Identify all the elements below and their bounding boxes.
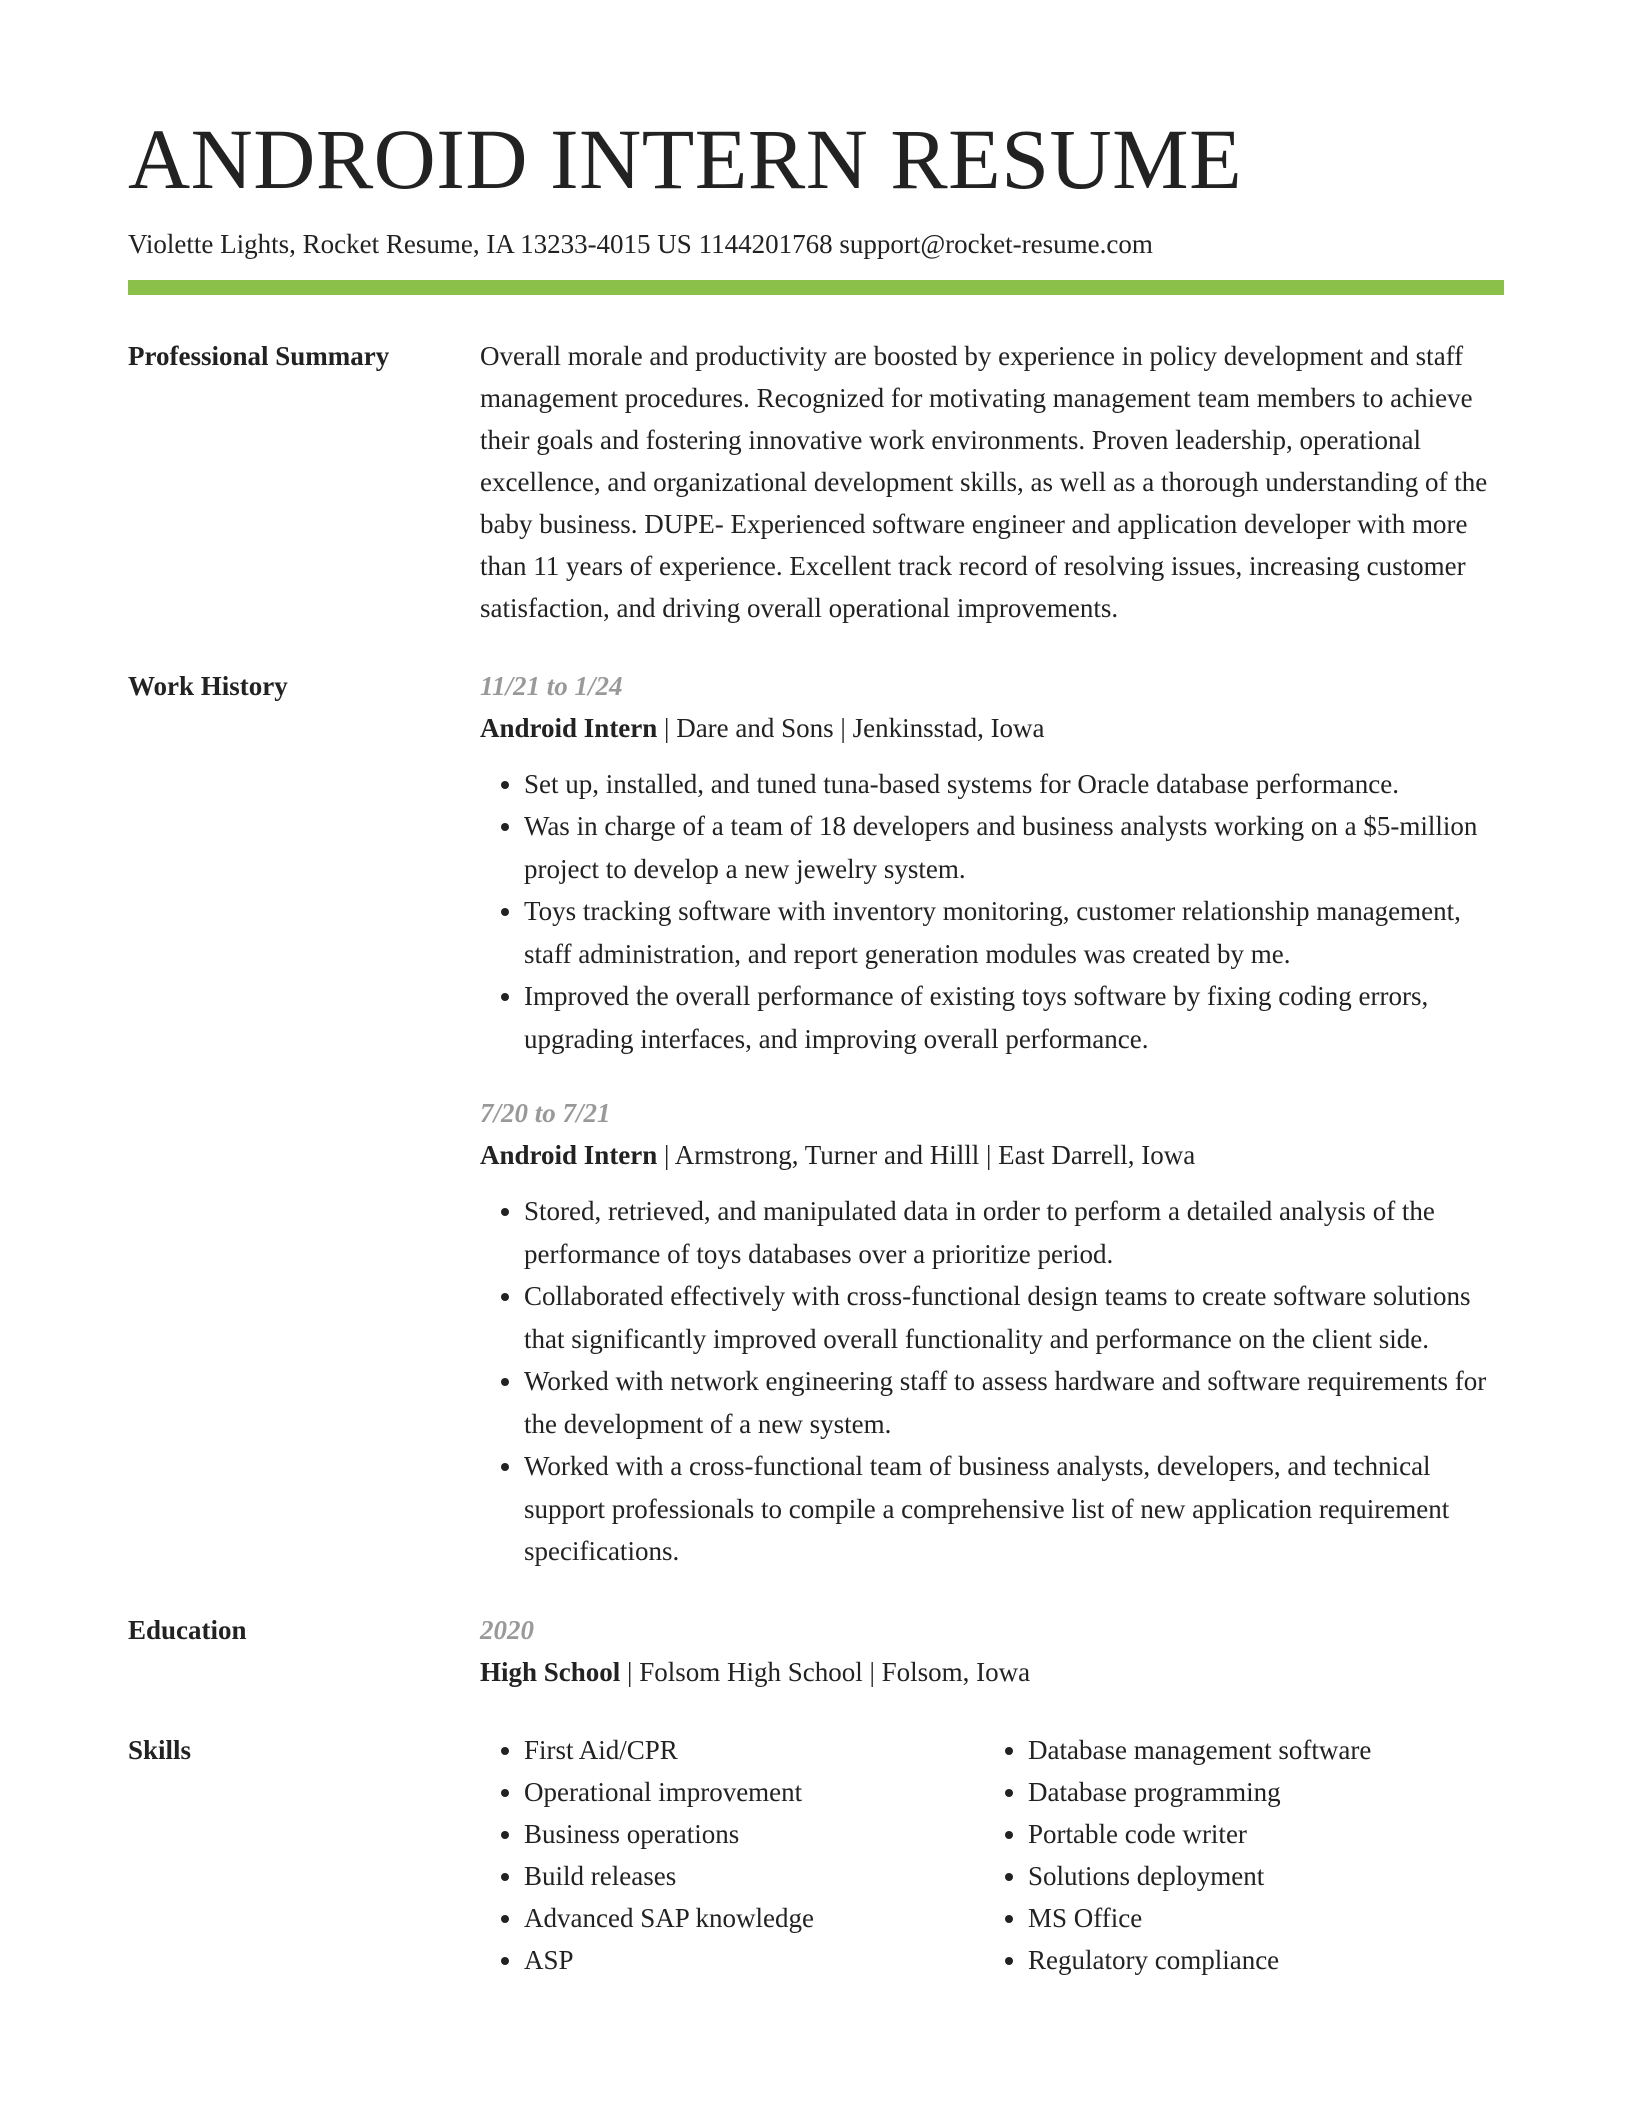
skills-label: Skills bbox=[128, 1734, 192, 1765]
skill-item: • Database management software bbox=[1028, 1729, 1488, 1771]
job-bullets bbox=[480, 1190, 1504, 1573]
job-bullet: • Toys tracking software with inventory monitoring, customer relationship management, staff administration, and report generation modules was created by me. bbox=[524, 890, 1504, 975]
skill-item: • Portable code writer bbox=[1028, 1813, 1488, 1855]
education-school-location: | Folsom High School | Folsom, Iowa bbox=[620, 1656, 1031, 1687]
job-bullets bbox=[480, 763, 1504, 1061]
skills-section bbox=[128, 1729, 1504, 1981]
skills-list-right bbox=[984, 1729, 1488, 1981]
skills-list-left bbox=[480, 1729, 984, 1981]
skill-item: • Advanced SAP knowledge bbox=[524, 1897, 984, 1939]
skill-item: • Operational improvement bbox=[524, 1771, 984, 1813]
skill-item: • Regulatory compliance bbox=[1028, 1939, 1488, 1981]
summary-label: Professional Summary bbox=[128, 340, 390, 371]
job-dates: 11/21 to 1/24 bbox=[480, 670, 623, 701]
job-entry bbox=[480, 665, 1504, 1061]
job-bullet: • Collaborated effectively with cross-functional design teams to create software solutions that significantly improved overall functionality and performance on the client side. bbox=[524, 1275, 1504, 1360]
education-line bbox=[480, 1651, 1504, 1693]
job-bullet: • Set up, installed, and tuned tuna-based systems for Oracle database performance. bbox=[524, 763, 1504, 806]
job-title-line bbox=[480, 1134, 1504, 1176]
education-label: Education bbox=[128, 1614, 247, 1645]
job-entry bbox=[480, 1092, 1504, 1573]
skill-item: • Database programming bbox=[1028, 1771, 1488, 1813]
summary-text: Overall morale and productivity are boosted by experience in policy development and staff management procedures. Recognized for motivating management team members to achieve their goals and fostering innovative work environments. Proven leadership, operational excellence, and organizational development skills, as well as a thorough understanding of the baby business. DUPE- Experienced software engineer and application developer with more than 11 years of experience. Excellent track record of resolving issues, increasing customer satisfaction, and driving overall operational improvements. bbox=[480, 340, 1488, 623]
education-year: 2020 bbox=[480, 1614, 534, 1645]
skill-item: • Business operations bbox=[524, 1813, 984, 1855]
job-bullet: • Was in charge of a team of 18 developers and business analysts working on a $5-million project to develop a new jewelry system. bbox=[524, 805, 1504, 890]
skill-item: • MS Office bbox=[1028, 1897, 1488, 1939]
job-bullet: • Improved the overall performance of existing toys software by fixing coding errors, upgrading interfaces, and improving overall performance. bbox=[524, 975, 1504, 1060]
job-role: Android Intern bbox=[480, 712, 658, 743]
header-divider bbox=[128, 280, 1504, 295]
job-role: Android Intern bbox=[480, 1140, 658, 1171]
job-company-location: | Dare and Sons | Jenkinsstad, Iowa bbox=[657, 712, 1045, 743]
job-bullet: • Worked with network engineering staff to assess hardware and software requirements for the development of a new system. bbox=[524, 1360, 1504, 1445]
skill-item: • ASP bbox=[524, 1939, 984, 1981]
job-title-line bbox=[480, 707, 1504, 749]
contact-line: Violette Lights, Rocket Resume, IA 13233-4015 US 1144201768 support@rocket-resume.com bbox=[128, 228, 1153, 259]
resume-title: ANDROID INTERN RESUME bbox=[128, 111, 1243, 207]
education-section bbox=[128, 1609, 1504, 1693]
skill-item: • Solutions deployment bbox=[1028, 1855, 1488, 1897]
job-bullet: • Worked with a cross-functional team of business analysts, developers, and technical support professionals to compile a comprehensive list of new application requirement specifications. bbox=[524, 1445, 1504, 1573]
work-history-label: Work History bbox=[128, 670, 288, 701]
skill-item: • Build releases bbox=[524, 1855, 984, 1897]
education-degree: High School bbox=[480, 1656, 621, 1687]
job-company-location: | Armstrong, Turner and Hilll | East Darrell, Iowa bbox=[657, 1140, 1196, 1171]
job-bullet: • Stored, retrieved, and manipulated data in order to perform a detailed analysis of the performance of toys databases over a prioritize period. bbox=[524, 1190, 1504, 1275]
skill-item: • First Aid/CPR bbox=[524, 1729, 984, 1771]
work-history-section bbox=[128, 665, 1504, 1573]
skills-grid bbox=[480, 1729, 1504, 1981]
summary-section bbox=[128, 335, 1504, 629]
job-dates: 7/20 to 7/21 bbox=[480, 1098, 611, 1129]
